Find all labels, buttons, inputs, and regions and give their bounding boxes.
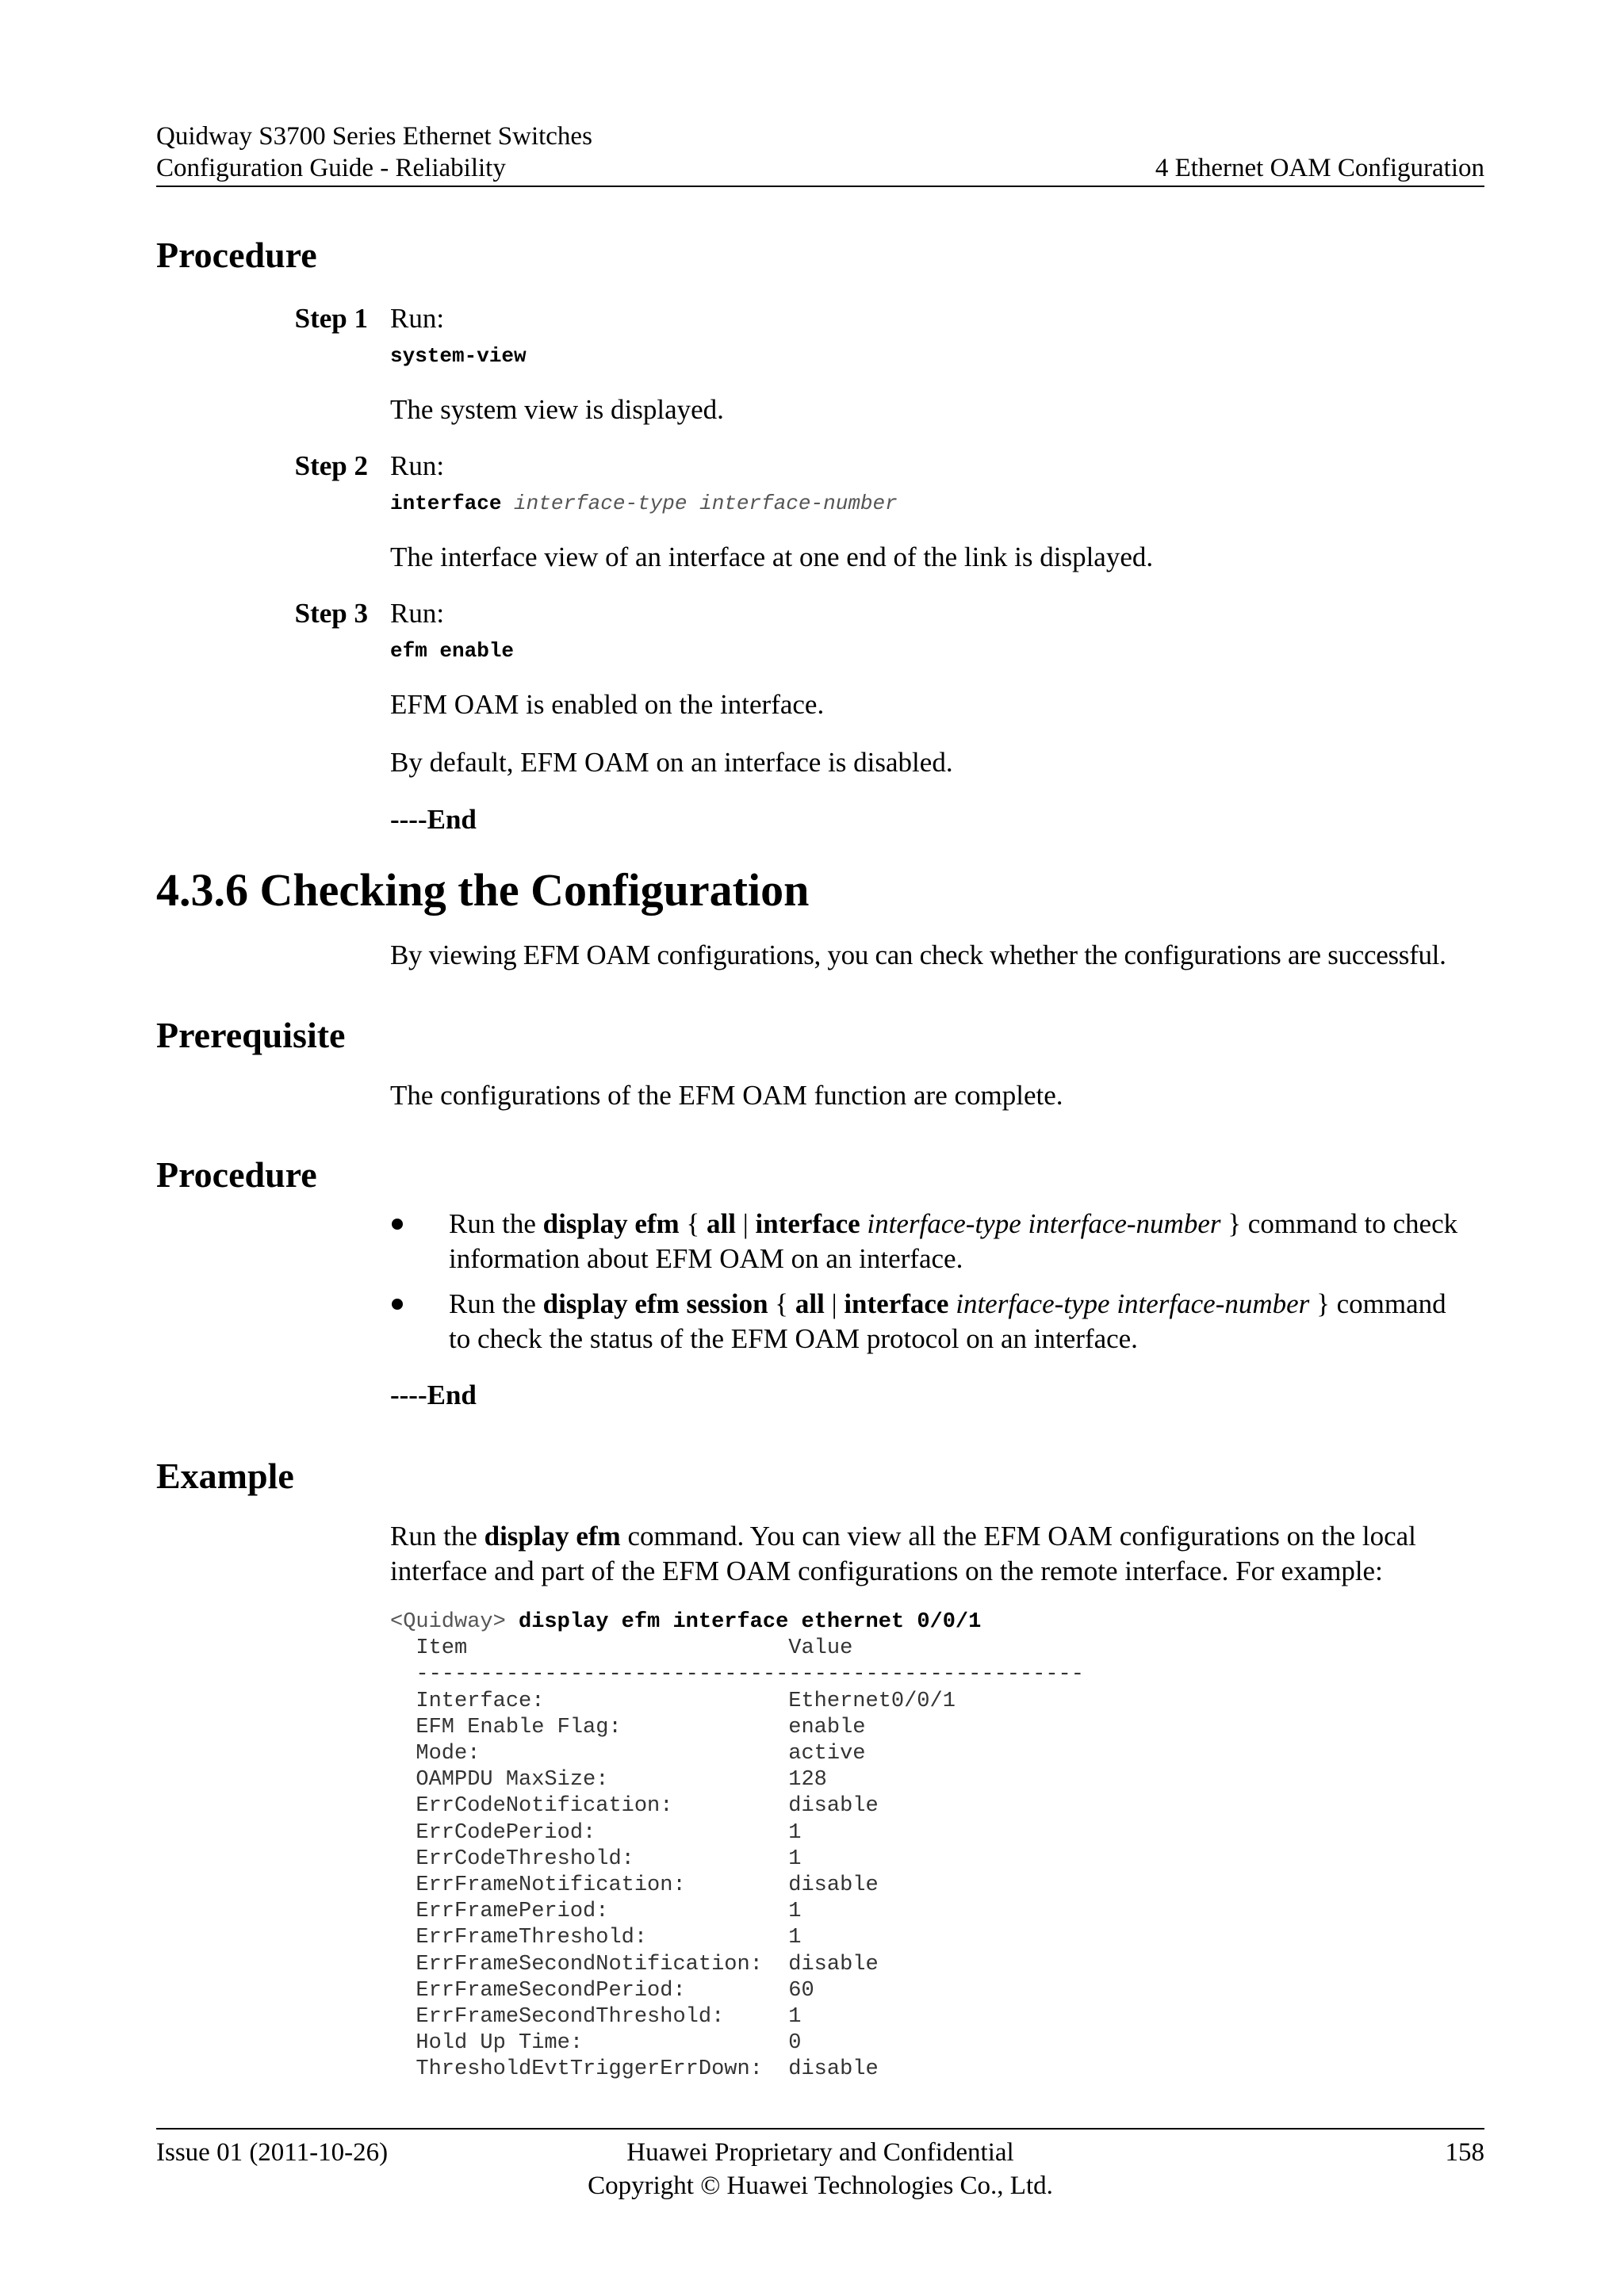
bullet-2-line-2: to check the status of the EFM OAM protocol on an interface. <box>449 1323 1138 1354</box>
code-output-line: ErrFrameSecondNotification: disable <box>390 1952 879 1976</box>
bullet-2-space <box>948 1288 956 1319</box>
step-2-command <box>390 490 898 517</box>
bullet-2-sep: | <box>824 1288 845 1319</box>
footer-confidential: Huawei Proprietary and Confidential <box>626 2138 1014 2167</box>
bullet-2-interface: interface <box>844 1288 949 1319</box>
step-3-run: Run: <box>390 598 445 629</box>
bullet-2-command: display efm session <box>542 1288 768 1319</box>
code-output-line: ErrCodeThreshold: 1 <box>390 1846 802 1871</box>
footer-page-number: 158 <box>1445 2138 1484 2167</box>
code-output-line: EFM Enable Flag: enable <box>390 1715 866 1739</box>
page-footer <box>156 2128 1484 2209</box>
example-intro-pre: Run the <box>390 1521 485 1552</box>
prerequisite-text: The configurations of the EFM OAM function are complete. <box>390 1080 1063 1111</box>
bullet-1-line-1 <box>449 1207 1457 1242</box>
example-intro-line-1 <box>390 1519 1416 1554</box>
code-output-line: Item Value <box>390 1636 853 1661</box>
footer-issue: Issue 01 (2011-10-26) <box>156 2138 389 2167</box>
bullet-2-all: all <box>795 1288 825 1319</box>
header-guide: Configuration Guide - Reliability <box>156 154 506 182</box>
step-3-command <box>390 637 514 664</box>
code-output-line: Interface: Ethernet0/0/1 <box>390 1689 956 1713</box>
example-intro-command: display efm <box>484 1521 621 1552</box>
section-intro: By viewing EFM OAM configurations, you can check whether the configurations are successful. <box>390 939 1446 970</box>
bullet-2-open: { <box>768 1288 795 1319</box>
code-output-line: ErrCodePeriod: 1 <box>390 1820 802 1845</box>
step-1-command-bold: system-view <box>390 344 527 368</box>
code-output-line: ErrFrameSecondPeriod: 60 <box>390 1978 814 2003</box>
procedure-heading: Procedure <box>156 235 317 275</box>
code-command: display efm interface ethernet 0/0/1 <box>505 1610 982 1634</box>
example-code-block <box>390 1609 1084 2084</box>
code-output-line: Mode: active <box>390 1742 866 1766</box>
step-1-desc: The system view is displayed. <box>390 394 724 425</box>
header-product: Quidway S3700 Series Ethernet Switches <box>156 122 592 151</box>
procedure-2-end-marker: ----End <box>390 1380 477 1410</box>
footer-center <box>156 2136 1484 2202</box>
step-1-command <box>390 342 527 369</box>
page-header <box>156 117 1484 187</box>
prerequisite-heading: Prerequisite <box>156 1015 346 1055</box>
bullet-2-tail: } command <box>1309 1288 1446 1319</box>
bullet-1-interface: interface <box>755 1208 860 1239</box>
procedure-2-heading: Procedure <box>156 1154 317 1195</box>
bullet-1-line-2: information about EFM OAM on an interface. <box>449 1243 963 1274</box>
bullet-1-tail: } command to check <box>1220 1208 1458 1239</box>
step-3-desc-2: By default, EFM OAM on an interface is disabled. <box>390 747 953 778</box>
footer-copyright: Copyright © Huawei Technologies Co., Ltd. <box>588 2172 1053 2200</box>
code-output-line: ErrCodeNotification: disable <box>390 1794 879 1819</box>
code-output-line: Hold Up Time: 0 <box>390 2031 802 2056</box>
example-intro-post: command. You can view all the EFM OAM configurations on the local <box>620 1521 1416 1552</box>
bullet-1-open: { <box>679 1208 707 1239</box>
procedure-end-marker: ----End <box>390 804 477 835</box>
step-2-command-bold: interface <box>390 492 502 515</box>
step-2-command-params: interface-type interface-number <box>514 492 898 515</box>
bullet-1-run-the: Run the <box>449 1208 543 1239</box>
bullet-2-params: interface-type interface-number <box>956 1288 1310 1319</box>
bullet-icon <box>392 1219 403 1230</box>
step-1-run: Run: <box>390 303 445 334</box>
header-chapter: 4 Ethernet OAM Configuration <box>1155 154 1484 182</box>
example-heading: Example <box>156 1456 294 1496</box>
section-title: 4.3.6 Checking the Configuration <box>156 864 810 916</box>
step-2-desc: The interface view of an interface at one end of the link is displayed. <box>390 541 1154 572</box>
bullet-1-all: all <box>707 1208 736 1239</box>
code-command-line <box>390 1609 1084 1636</box>
step-1-label: Step 1 <box>294 303 368 334</box>
code-output-line: ---------------------------------------------------- <box>390 1663 1084 1687</box>
step-2-run: Run: <box>390 450 445 481</box>
bullet-2-line-1 <box>449 1287 1446 1322</box>
bullet-1-params: interface-type interface-number <box>867 1208 1221 1239</box>
code-output-line: ThresholdEvtTriggerErrDown: disable <box>390 2057 879 2082</box>
step-3-desc-1: EFM OAM is enabled on the interface. <box>390 689 825 720</box>
step-3-command-bold: efm enable <box>390 639 515 663</box>
code-prompt: <Quidway> <box>390 1610 506 1634</box>
code-output-line: ErrFramePeriod: 1 <box>390 1900 802 1924</box>
bullet-icon <box>392 1299 403 1310</box>
code-output-line: ErrFrameThreshold: 1 <box>390 1926 802 1950</box>
code-output-line: OAMPDU MaxSize: 128 <box>390 1768 827 1793</box>
bullet-2-run-the: Run the <box>449 1288 543 1319</box>
code-output-line: ErrFrameNotification: disable <box>390 1873 879 1898</box>
step-2-label: Step 2 <box>294 450 368 481</box>
bullet-1-command: display efm <box>542 1208 680 1239</box>
example-intro-line-2: interface and part of the EFM OAM configurations on the remote interface. For example: <box>390 1556 1383 1586</box>
code-output-line: ErrFrameSecondThreshold: 1 <box>390 2005 802 2030</box>
bullet-1-sep: | <box>735 1208 756 1239</box>
step-3-label: Step 3 <box>294 598 368 629</box>
